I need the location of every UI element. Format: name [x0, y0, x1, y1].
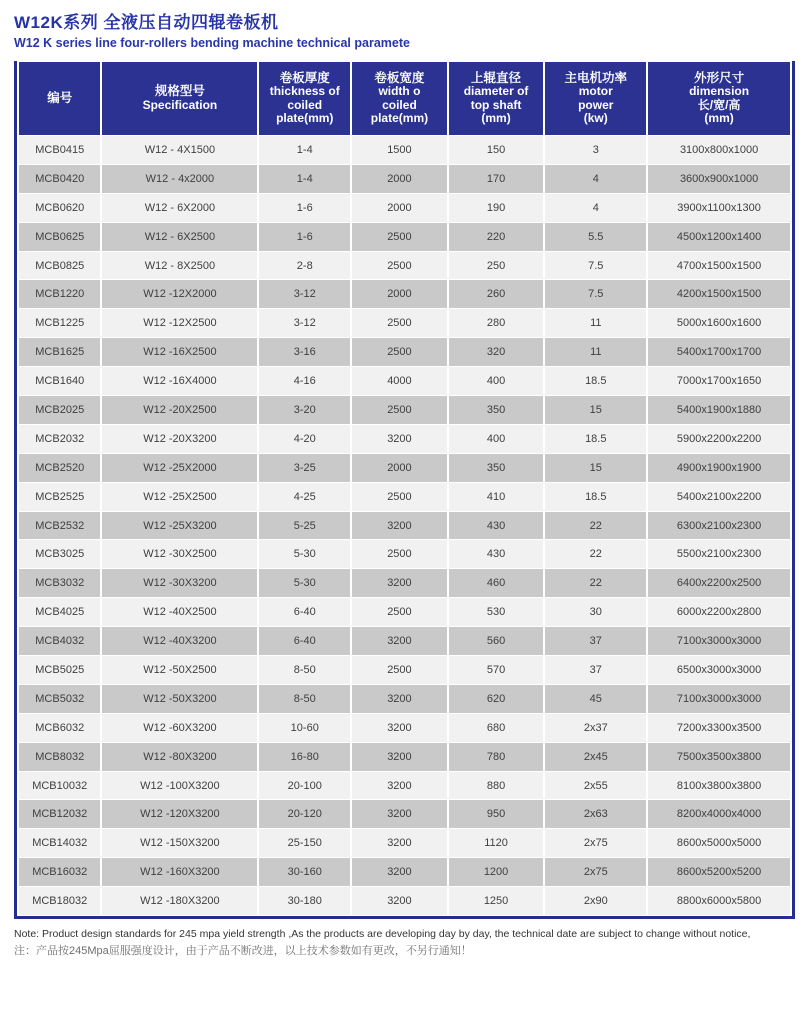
diameter-cell: 680 [448, 713, 545, 742]
col-header-dimension-cn: 外形尺寸 [694, 70, 745, 85]
specification-cell: W12 -12X2000 [101, 280, 258, 309]
width-cell: 3200 [351, 424, 448, 453]
diameter-cell: 950 [448, 800, 545, 829]
diameter-cell: 410 [448, 482, 545, 511]
specification-cell: W12 -12X2500 [101, 309, 258, 338]
power-cell: 2x63 [544, 800, 647, 829]
dimension-cell: 4700x1500x1500 [647, 251, 791, 280]
diameter-cell: 780 [448, 742, 545, 771]
diameter-cell: 1200 [448, 858, 545, 887]
width-cell: 2500 [351, 338, 448, 367]
col-header-specification [101, 62, 258, 136]
table-row [18, 887, 791, 916]
width-cell: 2000 [351, 453, 448, 482]
specification-cell: W12 -25X2500 [101, 482, 258, 511]
model-cell: MCB16032 [18, 858, 101, 887]
diameter-cell: 530 [448, 598, 545, 627]
thickness-cell: 3-16 [258, 338, 351, 367]
page-subtitle: W12 K series line four-rollers bending machine technical paramete [14, 36, 410, 50]
width-cell: 3200 [351, 627, 448, 656]
dimension-cell: 4200x1500x1500 [647, 280, 791, 309]
table-row [18, 829, 791, 858]
thickness-cell: 30-180 [258, 887, 351, 916]
table-row [18, 251, 791, 280]
diameter-cell: 350 [448, 396, 545, 425]
width-cell: 2500 [351, 396, 448, 425]
power-cell: 7.5 [544, 280, 647, 309]
diameter-cell: 1250 [448, 887, 545, 916]
specification-cell: W12 -80X3200 [101, 742, 258, 771]
power-cell: 2x90 [544, 887, 647, 916]
specification-cell: W12 -120X3200 [101, 800, 258, 829]
thickness-cell: 4-25 [258, 482, 351, 511]
dimension-cell: 5000x1600x1600 [647, 309, 791, 338]
col-header-width-en: width o coiled plate(mm) [370, 84, 429, 125]
thickness-cell: 6-40 [258, 598, 351, 627]
dimension-cell: 8800x6000x5800 [647, 887, 791, 916]
thickness-cell: 3-20 [258, 396, 351, 425]
diameter-cell: 350 [448, 453, 545, 482]
model-cell: MCB5025 [18, 656, 101, 685]
table-row [18, 280, 791, 309]
col-header-specification-en: Specification [142, 97, 218, 112]
power-cell: 15 [544, 396, 647, 425]
col-header-motor-power-en: motor power (kw) [578, 84, 614, 125]
table-row [18, 684, 791, 713]
width-cell: 2500 [351, 598, 448, 627]
thickness-cell: 20-100 [258, 771, 351, 800]
col-header-width-cn: 卷板宽度 [374, 70, 425, 85]
width-cell: 3200 [351, 569, 448, 598]
diameter-cell: 250 [448, 251, 545, 280]
thickness-cell: 8-50 [258, 656, 351, 685]
thickness-cell: 16-80 [258, 742, 351, 771]
thickness-cell: 4-16 [258, 367, 351, 396]
specification-cell: W12 -16X2500 [101, 338, 258, 367]
col-header-diameter-cn: 上辊直径 [471, 70, 522, 85]
model-cell: MCB2520 [18, 453, 101, 482]
page-title: W12K系列 全液压自动四辊卷板机 [14, 13, 279, 32]
table-row [18, 656, 791, 685]
thickness-cell: 1-6 [258, 193, 351, 222]
col-header-dimension [647, 62, 791, 136]
dimension-cell: 8600x5000x5000 [647, 829, 791, 858]
dimension-cell: 7000x1700x1650 [647, 367, 791, 396]
note-english: Note: Product design standards for 245 mpa yield strength ,As the products are developing day by day, the technical date are subject to change without notice, [14, 928, 751, 941]
model-cell: MCB12032 [18, 800, 101, 829]
dimension-cell: 8100x3800x3800 [647, 771, 791, 800]
specification-cell: W12 -40X2500 [101, 598, 258, 627]
dimension-cell: 8200x4000x4000 [647, 800, 791, 829]
power-cell: 22 [544, 511, 647, 540]
width-cell: 3200 [351, 858, 448, 887]
thickness-cell: 20-120 [258, 800, 351, 829]
diameter-cell: 570 [448, 656, 545, 685]
diameter-cell: 190 [448, 193, 545, 222]
table-row [18, 222, 791, 251]
diameter-cell: 430 [448, 511, 545, 540]
specification-cell: W12 -25X2000 [101, 453, 258, 482]
dimension-cell: 7100x3000x3000 [647, 684, 791, 713]
specification-cell: W12 -50X2500 [101, 656, 258, 685]
width-cell: 3200 [351, 771, 448, 800]
specification-cell: W12 -20X3200 [101, 424, 258, 453]
diameter-cell: 620 [448, 684, 545, 713]
dimension-cell: 3600x900x1000 [647, 164, 791, 193]
power-cell: 18.5 [544, 424, 647, 453]
specification-cell: W12 - 4X1500 [101, 136, 258, 165]
thickness-cell: 8-50 [258, 684, 351, 713]
dimension-cell: 5400x2100x2200 [647, 482, 791, 511]
power-cell: 18.5 [544, 367, 647, 396]
specification-cell: W12 -25X3200 [101, 511, 258, 540]
col-header-model-cn: 编号 [47, 90, 73, 105]
model-cell: MCB5032 [18, 684, 101, 713]
col-header-thickness-en: thickness of coiled plate(mm) [269, 84, 340, 125]
width-cell: 3200 [351, 887, 448, 916]
thickness-cell: 5-30 [258, 540, 351, 569]
specification-cell: W12 -50X3200 [101, 684, 258, 713]
col-header-motor-power [544, 62, 647, 136]
table-row [18, 742, 791, 771]
model-cell: MCB2032 [18, 424, 101, 453]
width-cell: 3200 [351, 684, 448, 713]
power-cell: 15 [544, 453, 647, 482]
diameter-cell: 320 [448, 338, 545, 367]
model-cell: MCB3025 [18, 540, 101, 569]
power-cell: 2x55 [544, 771, 647, 800]
specification-cell: W12 -20X2500 [101, 396, 258, 425]
model-cell: MCB18032 [18, 887, 101, 916]
diameter-cell: 150 [448, 136, 545, 165]
model-cell: MCB1225 [18, 309, 101, 338]
table-row [18, 453, 791, 482]
power-cell: 11 [544, 338, 647, 367]
model-cell: MCB0420 [18, 164, 101, 193]
diameter-cell: 170 [448, 164, 545, 193]
model-cell: MCB4032 [18, 627, 101, 656]
col-header-diameter [448, 62, 545, 136]
model-cell: MCB0625 [18, 222, 101, 251]
power-cell: 4 [544, 164, 647, 193]
width-cell: 2500 [351, 251, 448, 280]
width-cell: 3200 [351, 713, 448, 742]
thickness-cell: 5-30 [258, 569, 351, 598]
diameter-cell: 430 [448, 540, 545, 569]
specification-cell: W12 -150X3200 [101, 829, 258, 858]
width-cell: 3200 [351, 800, 448, 829]
model-cell: MCB1640 [18, 367, 101, 396]
thickness-cell: 30-160 [258, 858, 351, 887]
power-cell: 45 [544, 684, 647, 713]
power-cell: 2x75 [544, 829, 647, 858]
table-body [18, 136, 791, 916]
dimension-cell: 3900x1100x1300 [647, 193, 791, 222]
table-header [18, 62, 791, 136]
thickness-cell: 5-25 [258, 511, 351, 540]
power-cell: 2x37 [544, 713, 647, 742]
spec-table-wrapper [14, 61, 795, 919]
dimension-cell: 6500x3000x3000 [647, 656, 791, 685]
model-cell: MCB2532 [18, 511, 101, 540]
model-cell: MCB0825 [18, 251, 101, 280]
model-cell: MCB0415 [18, 136, 101, 165]
specification-cell: W12 - 6X2500 [101, 222, 258, 251]
dimension-cell: 7500x3500x3800 [647, 742, 791, 771]
header-row [18, 62, 791, 136]
thickness-cell: 3-25 [258, 453, 351, 482]
model-cell: MCB10032 [18, 771, 101, 800]
dimension-cell: 5400x1900x1880 [647, 396, 791, 425]
diameter-cell: 220 [448, 222, 545, 251]
table-row [18, 800, 791, 829]
width-cell: 2500 [351, 540, 448, 569]
diameter-cell: 460 [448, 569, 545, 598]
model-cell: MCB0620 [18, 193, 101, 222]
col-header-diameter-en: diameter of top shaft (mm) [463, 84, 529, 125]
specification-cell: W12 -30X2500 [101, 540, 258, 569]
diameter-cell: 880 [448, 771, 545, 800]
dimension-cell: 6300x2100x2300 [647, 511, 791, 540]
power-cell: 5.5 [544, 222, 647, 251]
specification-cell: W12 - 6X2000 [101, 193, 258, 222]
col-header-specification-cn: 规格型号 [154, 84, 205, 98]
width-cell: 2000 [351, 193, 448, 222]
dimension-cell: 7100x3000x3000 [647, 627, 791, 656]
width-cell: 3200 [351, 829, 448, 858]
thickness-cell: 2-8 [258, 251, 351, 280]
table-row [18, 367, 791, 396]
thickness-cell: 1-6 [258, 222, 351, 251]
power-cell: 2x75 [544, 858, 647, 887]
width-cell: 3200 [351, 742, 448, 771]
dimension-cell: 6400x2200x2500 [647, 569, 791, 598]
width-cell: 2000 [351, 280, 448, 309]
model-cell: MCB1220 [18, 280, 101, 309]
model-cell: MCB3032 [18, 569, 101, 598]
table-row [18, 136, 791, 165]
width-cell: 4000 [351, 367, 448, 396]
specification-cell: W12 - 8X2500 [101, 251, 258, 280]
specification-cell: W12 - 4x2000 [101, 164, 258, 193]
table-row [18, 569, 791, 598]
table-row [18, 598, 791, 627]
thickness-cell: 10-60 [258, 713, 351, 742]
note-chinese: 注：产品按245Mpa屈服强度设计，由于产品不断改进，以上技术参数如有更改，不另行通知！ [14, 945, 472, 958]
power-cell: 2x45 [544, 742, 647, 771]
power-cell: 11 [544, 309, 647, 338]
power-cell: 37 [544, 656, 647, 685]
width-cell: 1500 [351, 136, 448, 165]
specification-cell: W12 -16X4000 [101, 367, 258, 396]
power-cell: 30 [544, 598, 647, 627]
thickness-cell: 3-12 [258, 309, 351, 338]
width-cell: 2500 [351, 309, 448, 338]
diameter-cell: 560 [448, 627, 545, 656]
width-cell: 3200 [351, 511, 448, 540]
thickness-cell: 1-4 [258, 164, 351, 193]
power-cell: 3 [544, 136, 647, 165]
specification-cell: W12 -60X3200 [101, 713, 258, 742]
width-cell: 2500 [351, 482, 448, 511]
spec-table [17, 61, 792, 916]
diameter-cell: 1120 [448, 829, 545, 858]
power-cell: 18.5 [544, 482, 647, 511]
model-cell: MCB2525 [18, 482, 101, 511]
specification-cell: W12 -100X3200 [101, 771, 258, 800]
width-cell: 2500 [351, 656, 448, 685]
dimension-cell: 3100x800x1000 [647, 136, 791, 165]
specification-cell: W12 -160X3200 [101, 858, 258, 887]
thickness-cell: 4-20 [258, 424, 351, 453]
dimension-cell: 5500x2100x2300 [647, 540, 791, 569]
thickness-cell: 1-4 [258, 136, 351, 165]
table-row [18, 338, 791, 367]
col-header-dimension-en: dimension 长/宽/高 (mm) [689, 84, 750, 125]
diameter-cell: 400 [448, 367, 545, 396]
power-cell: 22 [544, 569, 647, 598]
model-cell: MCB1625 [18, 338, 101, 367]
width-cell: 2500 [351, 222, 448, 251]
model-cell: MCB2025 [18, 396, 101, 425]
diameter-cell: 280 [448, 309, 545, 338]
specification-cell: W12 -180X3200 [101, 887, 258, 916]
table-row [18, 858, 791, 887]
table-row [18, 193, 791, 222]
thickness-cell: 3-12 [258, 280, 351, 309]
model-cell: MCB14032 [18, 829, 101, 858]
table-row [18, 164, 791, 193]
table-row [18, 540, 791, 569]
dimension-cell: 6000x2200x2800 [647, 598, 791, 627]
table-row [18, 511, 791, 540]
dimension-cell: 5900x2200x2200 [647, 424, 791, 453]
power-cell: 22 [544, 540, 647, 569]
power-cell: 37 [544, 627, 647, 656]
dimension-cell: 4500x1200x1400 [647, 222, 791, 251]
width-cell: 2000 [351, 164, 448, 193]
col-header-motor-power-cn: 主电机功率 [564, 70, 628, 85]
specification-cell: W12 -30X3200 [101, 569, 258, 598]
col-header-model [18, 62, 101, 136]
table-row [18, 309, 791, 338]
dimension-cell: 8600x5200x5200 [647, 858, 791, 887]
model-cell: MCB4025 [18, 598, 101, 627]
thickness-cell: 25-150 [258, 829, 351, 858]
model-cell: MCB6032 [18, 713, 101, 742]
thickness-cell: 6-40 [258, 627, 351, 656]
diameter-cell: 400 [448, 424, 545, 453]
table-row [18, 627, 791, 656]
table-row [18, 424, 791, 453]
col-header-thickness-cn: 卷板厚度 [279, 70, 330, 85]
diameter-cell: 260 [448, 280, 545, 309]
table-row [18, 713, 791, 742]
specification-cell: W12 -40X3200 [101, 627, 258, 656]
dimension-cell: 4900x1900x1900 [647, 453, 791, 482]
col-header-thickness [258, 62, 351, 136]
model-cell: MCB8032 [18, 742, 101, 771]
table-row [18, 482, 791, 511]
table-row [18, 771, 791, 800]
dimension-cell: 7200x3300x3500 [647, 713, 791, 742]
col-header-width [351, 62, 448, 136]
power-cell: 7.5 [544, 251, 647, 280]
dimension-cell: 5400x1700x1700 [647, 338, 791, 367]
power-cell: 4 [544, 193, 647, 222]
table-row [18, 396, 791, 425]
